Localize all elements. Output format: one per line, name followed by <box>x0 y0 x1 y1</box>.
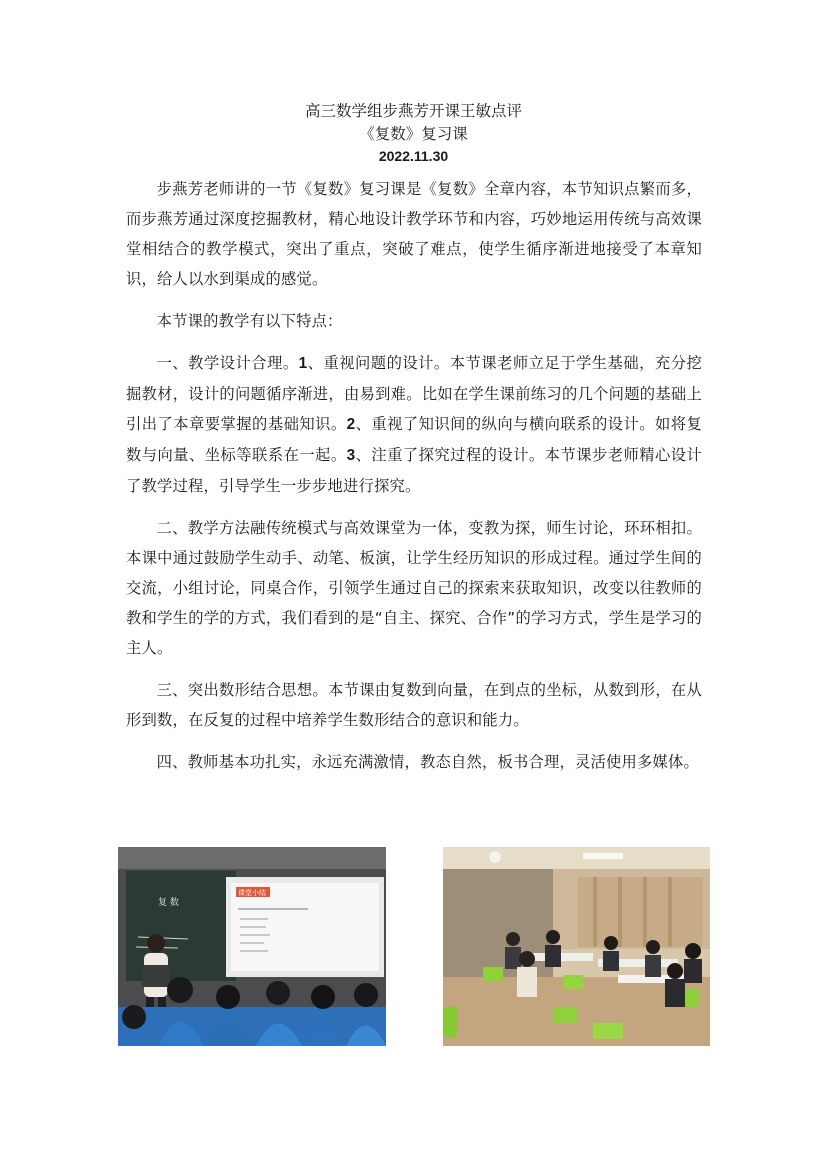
classroom-photo-teacher-image <box>118 847 386 1046</box>
point-1-num-2: 2 <box>346 416 356 433</box>
screen-heading: 课堂小结 <box>238 889 266 897</box>
point-1-text-1: 、重视问题的设计。本节课老师立足于学生基础，充分挖掘教材，设计的问题循序渐进，由易到难。比如在学生课前练习的几个问题的基础上引出了本章要掌握的基础知识。 <box>126 354 702 433</box>
document-title: 高三数学组步燕芳开课王敏点评 <box>304 102 522 120</box>
document-subtitle: 《复数》复习课 <box>359 125 468 143</box>
classroom-photo-group-discussion <box>443 847 710 1046</box>
paragraph-point-1 <box>126 348 702 501</box>
document-body <box>126 174 702 789</box>
point-1-num-1: 1 <box>298 355 308 372</box>
document-date: 2022.11.30 <box>378 148 449 164</box>
paragraph-intro: 步燕芳老师讲的一节《复数》复习课是《复数》全章内容，本节知识点繁而多，而步燕芳通过深度挖掘教材，精心地设计教学环节和内容，巧妙地运用传统与高效课堂相结合的教学模式，突出了重点，突破了难点，使学生循序渐进地接受了本章知识，给人以水到渠成的感觉。 <box>126 180 702 288</box>
paragraph-point-2: 二、教学方法融传统模式与高效课堂为一体，变教为探，师生讨论，环环相扣。本课中通过鼓励学生动手、动笔、板演，让学生经历知识的形成过程。通过学生间的交流，小组讨论，同桌合作，引领学生通过自己的探索来获取知识，改变以往教师的教和学生的学的方式，我们看到的是“自主、探究、合作”的学习方式，学生是学习的主人。 <box>126 519 702 657</box>
blackboard-text: 复 数 <box>158 898 179 908</box>
paragraph-features-lead: 本节课的教学有以下特点： <box>156 312 343 330</box>
point-1-heading: 一、教学设计合理。 <box>156 354 299 372</box>
point-1-text-3: 、注重了探究过程的设计。本节课步老师精心设计了教学过程，引导学生一步步地进行探究。 <box>126 446 702 495</box>
classroom-photo-teacher <box>118 847 386 1046</box>
paragraph-point-4: 四、教师基本功扎实，永远充满激情，教态自然，板书合理，灵活使用多媒体。 <box>156 753 699 771</box>
point-1-text-2: 、重视了知识间的纵向与横向联系的设计。如将复数与向量、坐标等联系在一起。 <box>126 415 702 464</box>
classroom-photo-group-image <box>443 847 710 1046</box>
point-1-num-3: 3 <box>346 447 356 464</box>
paragraph-point-3: 三、突出数形结合思想。本节课由复数到向量，在到点的坐标，从数到形，在从形到数，在反复的过程中培养学生数形结合的意识和能力。 <box>126 681 702 729</box>
